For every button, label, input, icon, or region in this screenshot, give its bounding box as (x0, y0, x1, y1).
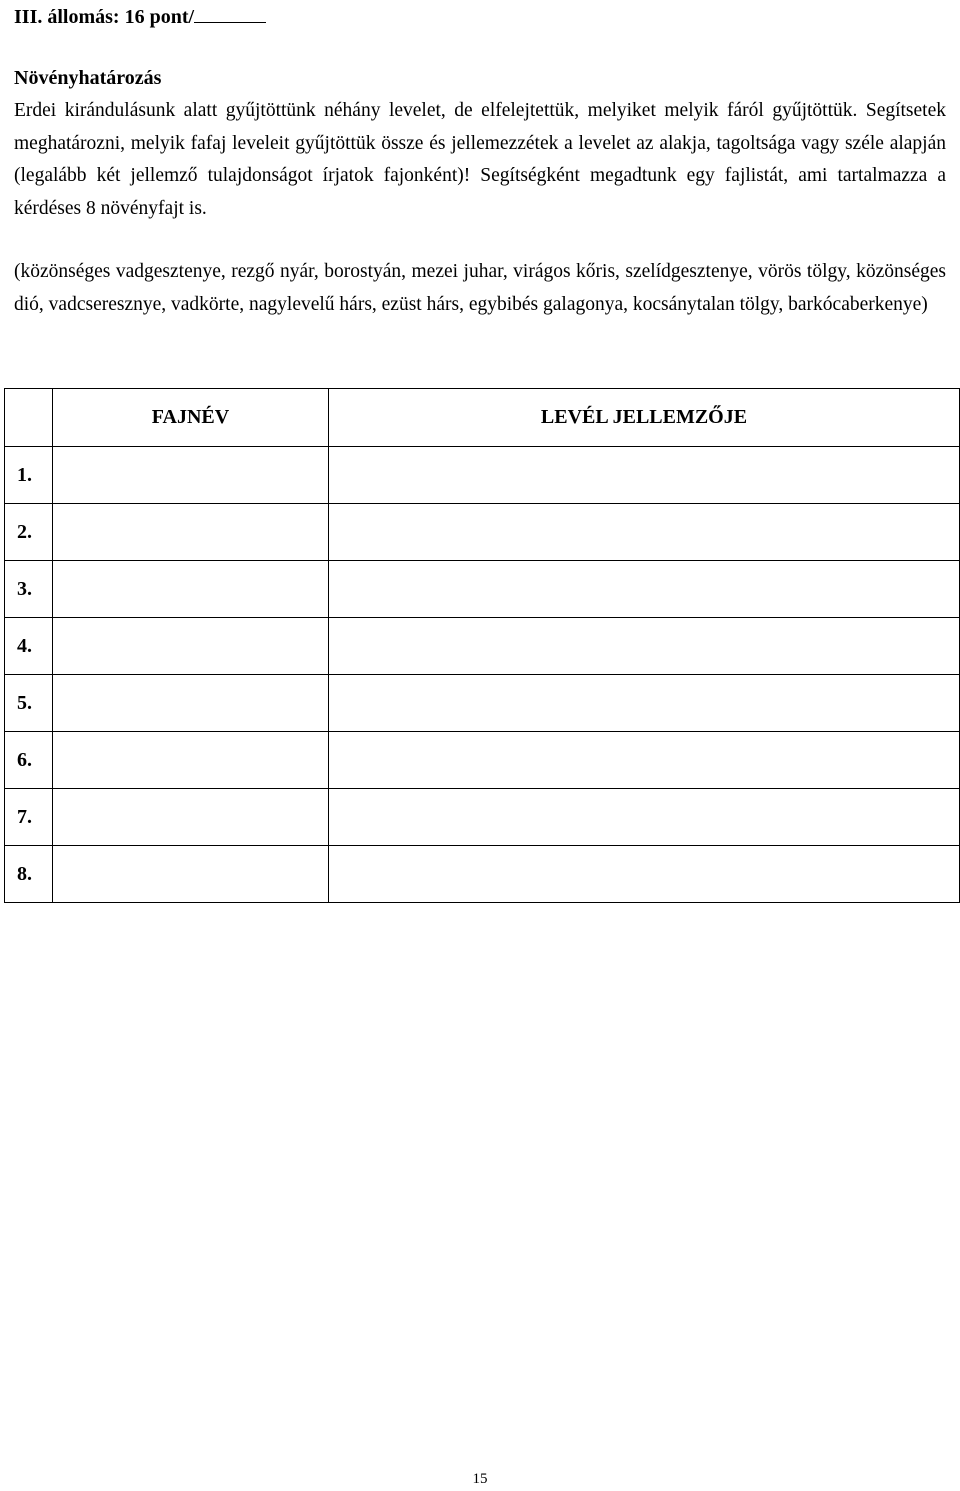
row-number: 1. (5, 447, 53, 504)
instructions-paragraph: Erdei kirándulásunk alatt gyűjtöttünk néhány levelet, de elfelejtettük, melyiket melyik fáról gyűjtöttük. Segítsetek meghatározni, melyik fafaj leveleit gyűjtöttük össze és jellemezzétek a levelet az alakja, tagoltsága vagy széle alapján (legalább két jellemző tulajdonságot írjatok fajonként)! Segítségként megadtunk egy fajlistát, ami tartalmazza a kérdéses 8 növényfajt is. (14, 100, 946, 219)
row-number: 7. (5, 789, 53, 846)
score-blank-line[interactable] (194, 2, 266, 23)
header-species-name: FAJNÉV (53, 389, 329, 447)
species-name-cell[interactable] (53, 732, 329, 789)
row-number: 3. (5, 561, 53, 618)
section-title: Növényhatározás (14, 67, 162, 89)
row-number: 6. (5, 732, 53, 789)
leaf-features-cell[interactable] (329, 675, 960, 732)
leaf-features-cell[interactable] (329, 561, 960, 618)
station-label: III. állomás: 16 pont/ (14, 6, 195, 28)
species-name-cell[interactable] (53, 504, 329, 561)
leaf-features-cell[interactable] (329, 504, 960, 561)
species-name-cell[interactable] (53, 846, 329, 903)
table-row (5, 618, 960, 675)
species-list-paragraph: (közönséges vadgesztenye, rezgő nyár, borostyán, mezei juhar, virágos kőris, szelídgesztenye, vörös tölgy, közönséges dió, vadcseresznye, vadkörte, nagylevelű hárs, ezüst hárs, egybibés galagonya, kocsánytalan tölgy, barkócaberkenye) (14, 261, 946, 315)
leaf-features-cell[interactable] (329, 789, 960, 846)
table-row (5, 447, 960, 504)
species-name-cell[interactable] (53, 789, 329, 846)
species-name-cell[interactable] (53, 447, 329, 504)
leaf-features-cell[interactable] (329, 447, 960, 504)
table-row (5, 675, 960, 732)
table-row (5, 846, 960, 903)
row-number: 2. (5, 504, 53, 561)
table-row (5, 732, 960, 789)
species-name-cell[interactable] (53, 675, 329, 732)
species-name-cell[interactable] (53, 561, 329, 618)
header-number-cell (5, 389, 53, 447)
leaf-features-cell[interactable] (329, 618, 960, 675)
row-number: 4. (5, 618, 53, 675)
table-row (5, 504, 960, 561)
answer-table (4, 388, 960, 903)
leaf-features-cell[interactable] (329, 846, 960, 903)
table-row (5, 561, 960, 618)
page-number: 15 (472, 1471, 488, 1487)
row-number: 5. (5, 675, 53, 732)
table-row (5, 789, 960, 846)
species-name-cell[interactable] (53, 618, 329, 675)
leaf-features-cell[interactable] (329, 732, 960, 789)
row-number: 8. (5, 846, 53, 903)
station-title (14, 2, 266, 30)
header-leaf-features: LEVÉL JELLEMZŐJE (329, 389, 960, 447)
table-header-row (5, 389, 960, 447)
